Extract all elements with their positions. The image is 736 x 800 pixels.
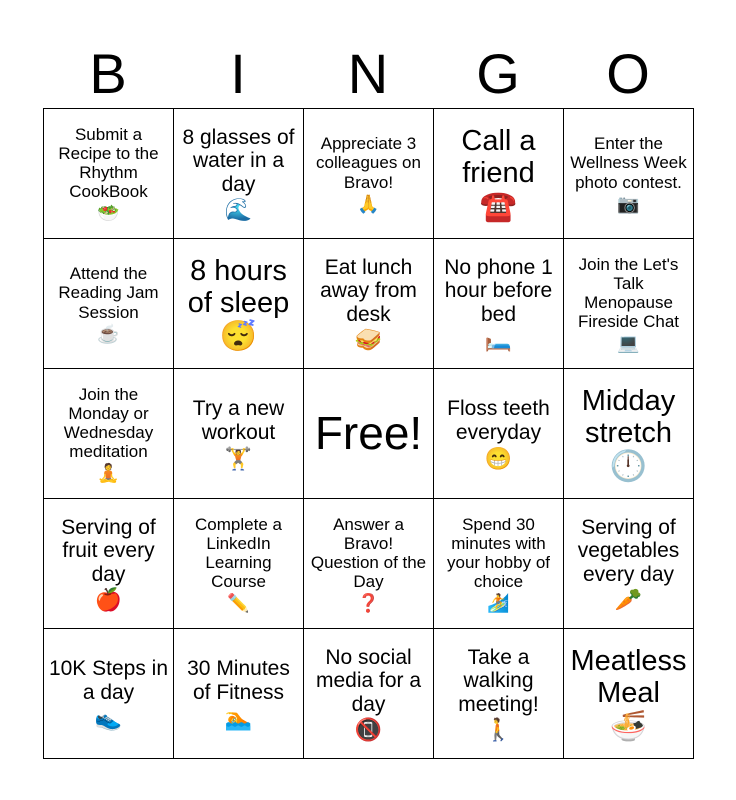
clock-icon: 🕛 bbox=[609, 450, 648, 484]
bingo-square[interactable] bbox=[44, 499, 174, 629]
bingo-row bbox=[44, 239, 694, 369]
square-label: No phone 1 hour before bed bbox=[444, 255, 553, 326]
header-letter-g: G bbox=[476, 42, 520, 105]
square-label: Spend 30 minutes with your hobby of choice bbox=[446, 514, 550, 592]
weightlifter-icon: 🏋️ bbox=[224, 445, 253, 471]
bingo-square[interactable] bbox=[564, 369, 694, 499]
bingo-square[interactable] bbox=[564, 109, 694, 239]
square-label: Call a friend bbox=[461, 124, 536, 189]
square-label: Midday stretch bbox=[581, 384, 676, 449]
square-label: Eat lunch away from desk bbox=[320, 255, 417, 326]
telephone-icon: ☎️ bbox=[479, 190, 518, 224]
square-label: No social media for a day bbox=[315, 645, 422, 716]
bingo-square[interactable] bbox=[304, 499, 434, 629]
salad-icon: 🥗 bbox=[97, 203, 120, 224]
header-letter-b: B bbox=[89, 42, 127, 105]
bingo-square[interactable] bbox=[434, 629, 564, 759]
bingo-square[interactable] bbox=[434, 369, 564, 499]
question-mark-icon: ❓ bbox=[357, 593, 380, 614]
square-label: Attend the Reading Jam Session bbox=[58, 264, 159, 322]
bingo-square[interactable] bbox=[564, 629, 694, 759]
sleeping-face-icon: 😴 bbox=[219, 320, 258, 354]
header-letter-n: N bbox=[347, 42, 389, 105]
no-phone-icon: 📵 bbox=[354, 717, 383, 743]
bingo-square[interactable] bbox=[564, 499, 694, 629]
square-label: Meatless Meal bbox=[570, 644, 687, 709]
square-label: 30 Minutes of Fitness bbox=[187, 657, 290, 704]
camera-icon: 📷 bbox=[617, 193, 640, 214]
bingo-square[interactable] bbox=[174, 109, 304, 239]
carrot-icon: 🥕 bbox=[614, 587, 643, 613]
square-label: Answer a Bravo! Question of the Day bbox=[310, 514, 427, 592]
square-label: Serving of fruit every day bbox=[61, 515, 156, 586]
bingo-row bbox=[44, 499, 694, 629]
square-label: Appreciate 3 colleagues on Bravo! bbox=[316, 134, 421, 192]
bingo-square[interactable] bbox=[304, 239, 434, 369]
header-letter-o: O bbox=[606, 42, 650, 105]
bingo-square[interactable] bbox=[44, 109, 174, 239]
bingo-square[interactable] bbox=[174, 629, 304, 759]
square-label: Complete a LinkedIn Learning Course bbox=[195, 514, 282, 592]
apple-icon: 🍎 bbox=[94, 587, 123, 613]
bingo-row bbox=[44, 629, 694, 759]
surfer-icon: 🏄 bbox=[487, 593, 510, 614]
noodle-bowl-icon: 🍜 bbox=[609, 710, 648, 744]
running-shoe-icon: 👟 bbox=[94, 705, 123, 731]
walking-person-icon: 🚶 bbox=[484, 717, 513, 743]
grinning-face-icon: 😁 bbox=[484, 445, 513, 471]
bingo-square[interactable] bbox=[44, 239, 174, 369]
bingo-square[interactable] bbox=[174, 499, 304, 629]
bingo-square[interactable] bbox=[434, 239, 564, 369]
bingo-square[interactable] bbox=[434, 109, 564, 239]
bingo-square[interactable] bbox=[174, 369, 304, 499]
square-label: Floss teeth everyday bbox=[447, 397, 550, 444]
square-label: Try a new workout bbox=[192, 397, 285, 444]
bingo-square[interactable] bbox=[304, 109, 434, 239]
header-letter-i: I bbox=[230, 42, 246, 105]
meditation-icon: 🧘 bbox=[97, 463, 120, 484]
bingo-card-grid bbox=[43, 108, 694, 759]
coffee-icon: ☕ bbox=[97, 323, 120, 344]
bingo-square[interactable] bbox=[434, 499, 564, 629]
bingo-free-space[interactable] bbox=[304, 369, 434, 499]
square-label: 8 hours of sleep bbox=[187, 254, 290, 319]
sandwich-icon: 🥪 bbox=[354, 327, 383, 353]
square-label: Join the Let's Talk Menopause Fireside Chat bbox=[577, 254, 680, 332]
square-label: Submit a Recipe to the Rhythm CookBook bbox=[58, 124, 159, 202]
bingo-row bbox=[44, 369, 694, 499]
square-label: Join the Monday or Wednesday meditation bbox=[63, 384, 154, 462]
swimmer-icon: 🏊 bbox=[224, 705, 253, 731]
bingo-square[interactable] bbox=[44, 629, 174, 759]
square-label: Free! bbox=[314, 406, 423, 459]
square-label: Serving of vegetables every day bbox=[577, 515, 680, 586]
laptop-icon: 💻 bbox=[617, 333, 640, 354]
bingo-row bbox=[44, 109, 694, 239]
bingo-square[interactable] bbox=[174, 239, 304, 369]
square-label: 10K Steps in a day bbox=[48, 657, 169, 704]
bingo-square[interactable] bbox=[304, 629, 434, 759]
bingo-square[interactable] bbox=[44, 369, 174, 499]
praying-hands-icon: 🙏 bbox=[357, 193, 380, 214]
pencil-icon: ✏️ bbox=[227, 593, 250, 614]
bingo-square[interactable] bbox=[564, 239, 694, 369]
bed-icon: 🛏️ bbox=[484, 327, 513, 353]
square-label: Enter the Wellness Week photo contest. bbox=[570, 134, 687, 192]
bingo-header bbox=[43, 40, 693, 108]
square-label: Take a walking meeting! bbox=[458, 645, 539, 716]
square-label: 8 glasses of water in a day bbox=[182, 125, 295, 196]
wave-icon: 🌊 bbox=[224, 197, 253, 223]
